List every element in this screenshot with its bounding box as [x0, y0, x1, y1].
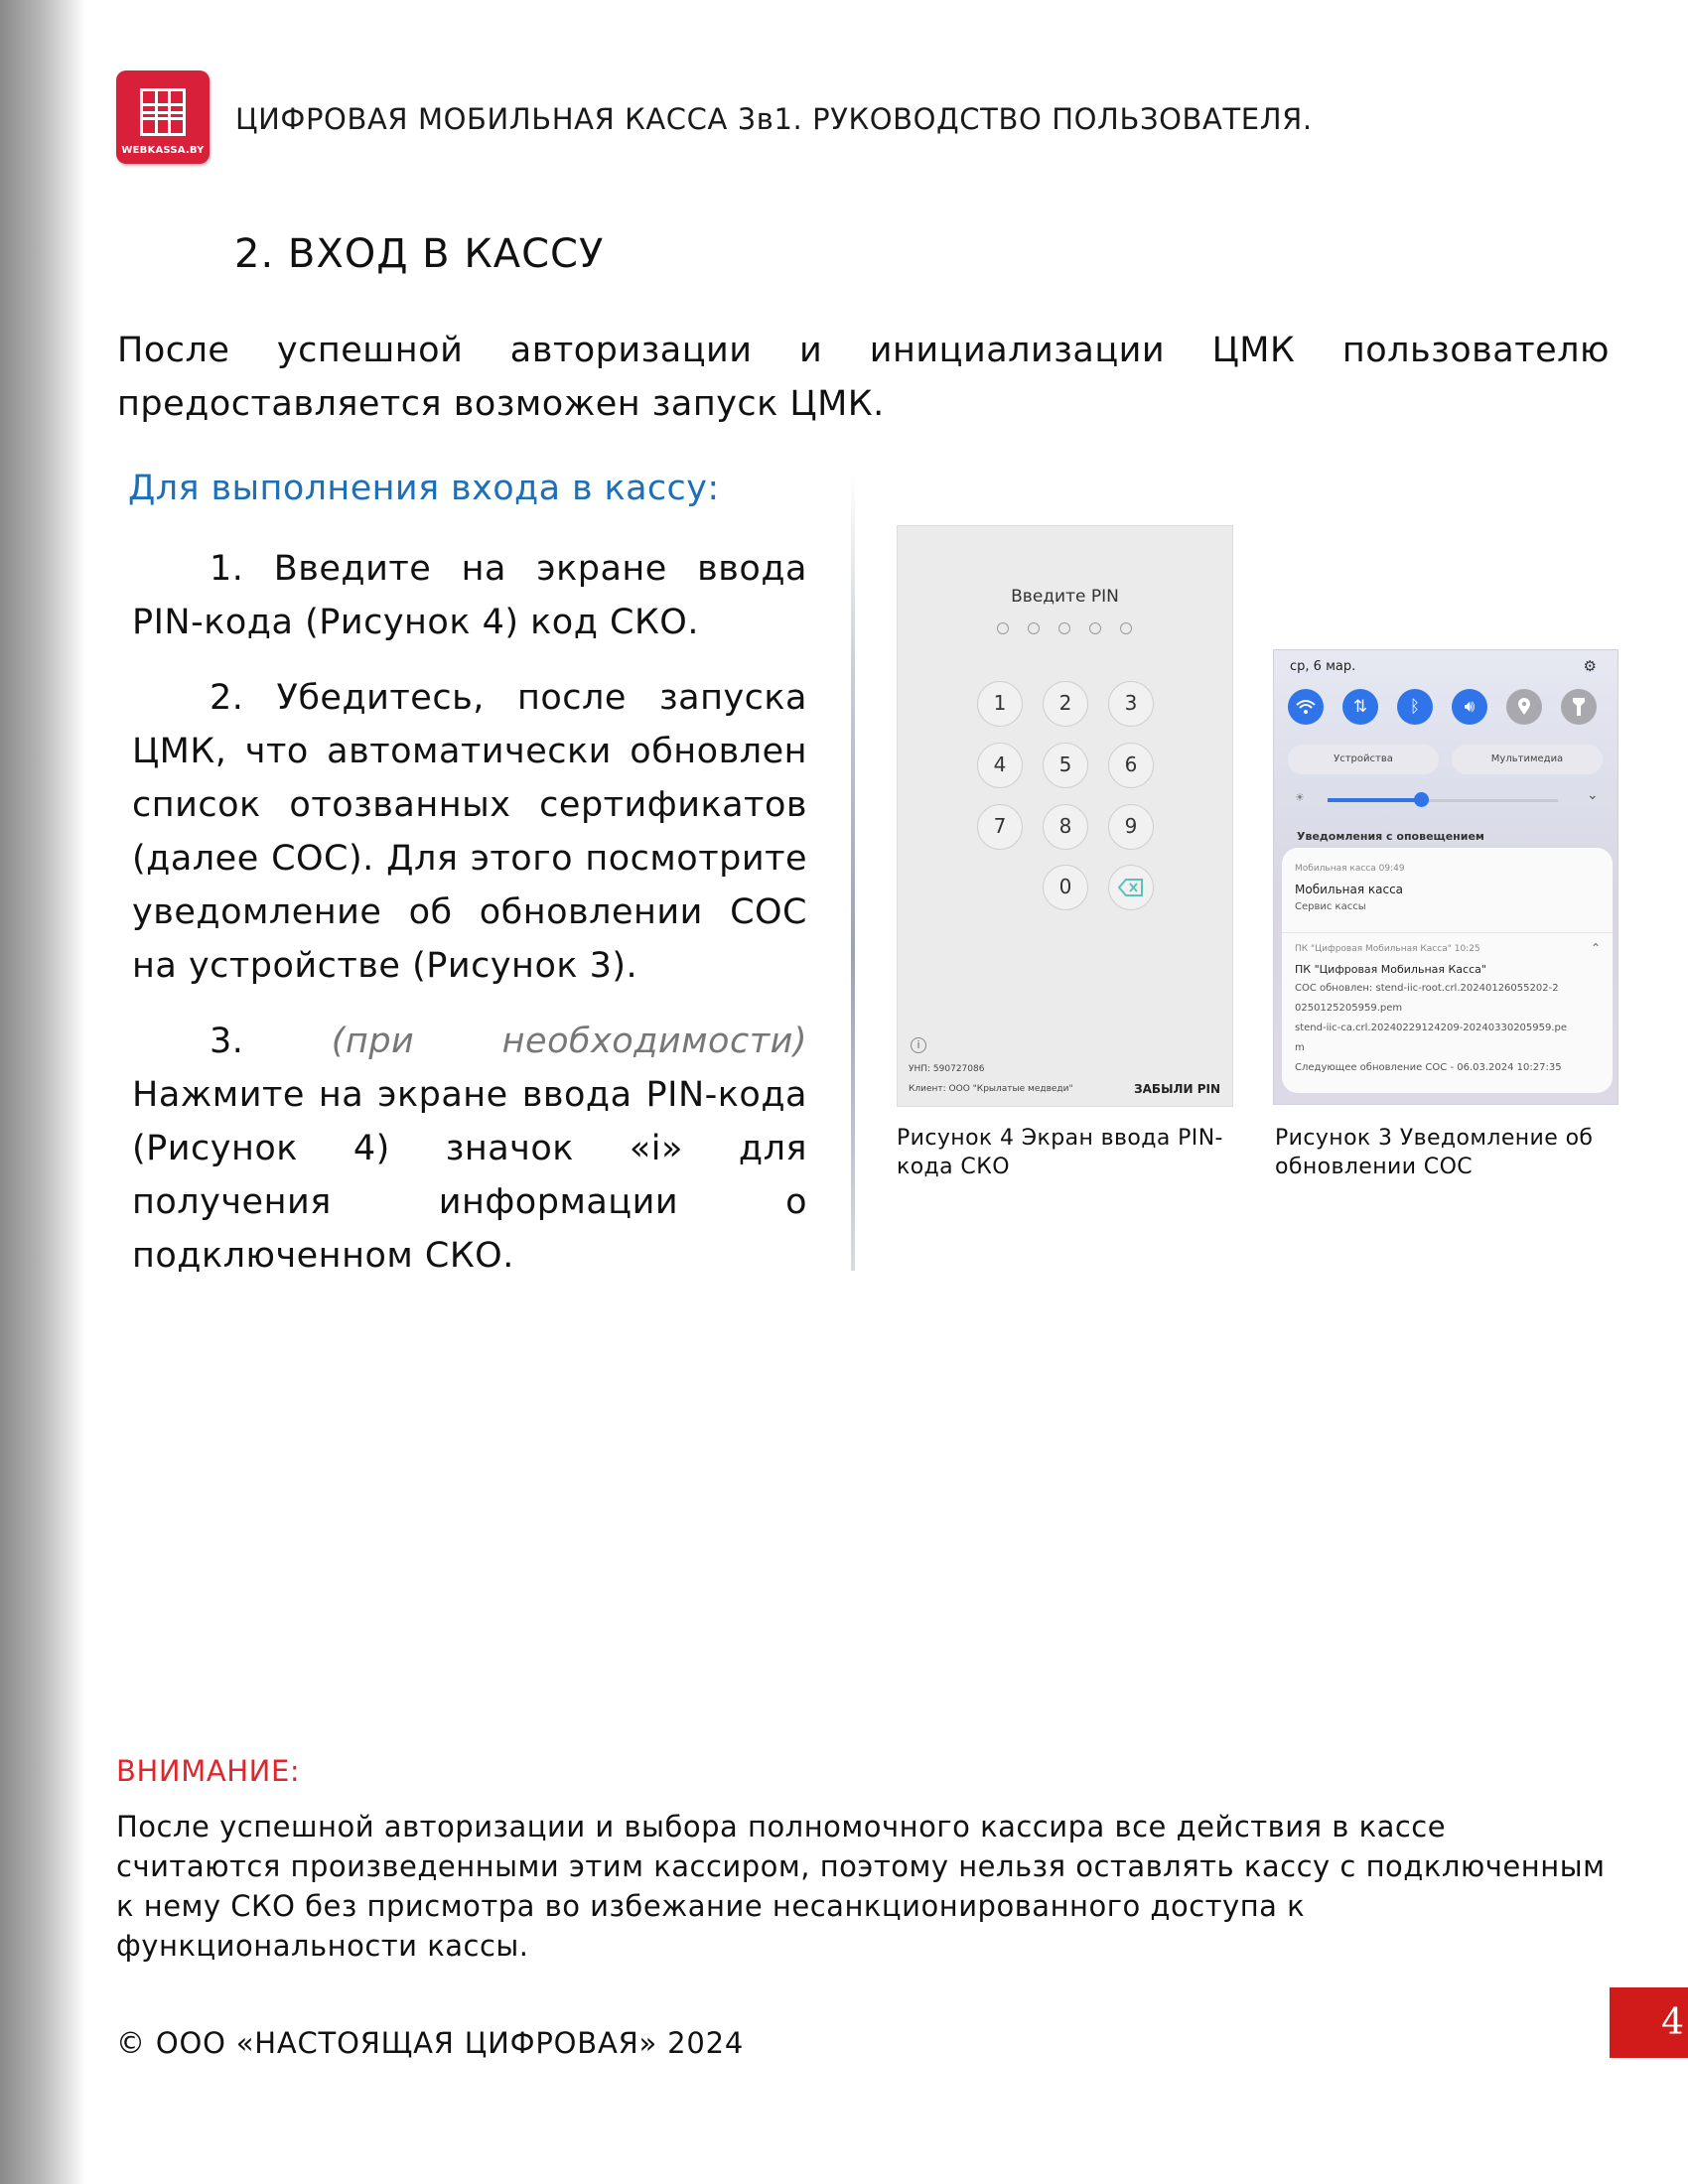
- notification-2-line: m: [1295, 1042, 1305, 1053]
- pin-title: Введите PIN: [1011, 587, 1119, 607]
- brightness-icon: ☀: [1295, 791, 1305, 804]
- step-3-text: Нажмите на экране ввода PIN-кода (Рисунок 4) значок «i» для получения информации о подключенном СКО.: [132, 1075, 807, 1276]
- intro-line-1: После успешной авторизации и инициализации ЦМК пользователю: [117, 331, 1610, 370]
- section-title: 2. ВХОД В КАССУ: [234, 231, 605, 277]
- steps-list: [132, 542, 807, 1304]
- key-4[interactable]: 4: [977, 743, 1023, 788]
- key-3[interactable]: 3: [1108, 681, 1154, 727]
- step-3: [132, 1015, 807, 1283]
- unp-text: УНП: 590727086: [909, 1064, 985, 1074]
- pin-entry-screenshot: [897, 525, 1233, 1107]
- pin-dot: [1028, 622, 1040, 634]
- step-2: 2. Убедитесь, после запуска ЦМК, что автоматически обновлен список отозванных сертификатов (далее СОС). Для этого посмотрите уведомление об обновлении СОС на устройстве (Рисунок 3).: [132, 678, 807, 986]
- key-9[interactable]: 9: [1108, 804, 1154, 850]
- notification-1-subtitle: Сервис кассы: [1295, 901, 1366, 912]
- notification-1-title: Мобильная касса: [1295, 883, 1404, 896]
- chevron-up-icon[interactable]: ⌃: [1591, 941, 1602, 955]
- location-icon[interactable]: [1506, 689, 1542, 725]
- page-edge-shadow: [0, 0, 85, 2184]
- steps-heading: Для выполнения входа в кассу:: [128, 469, 720, 508]
- key-2[interactable]: 2: [1043, 681, 1088, 727]
- notifications-header: Уведомления с оповещением: [1297, 830, 1484, 843]
- backspace-icon[interactable]: [1108, 865, 1154, 910]
- devices-button[interactable]: Устройства: [1288, 745, 1439, 774]
- copyright: © ООО «НАСТОЯЩАЯ ЦИФРОВАЯ» 2024: [116, 2026, 745, 2060]
- data-transfer-icon[interactable]: ⇅: [1342, 689, 1378, 725]
- flashlight-icon[interactable]: [1561, 689, 1597, 725]
- wifi-icon[interactable]: [1288, 689, 1324, 725]
- chevron-down-icon[interactable]: ⌄: [1587, 787, 1599, 803]
- key-7[interactable]: 7: [977, 804, 1023, 850]
- status-date: ср, 6 мар.: [1290, 659, 1356, 674]
- document-header-title: ЦИФРОВАЯ МОБИЛЬНАЯ КАССА 3в1. РУКОВОДСТВО ПОЛЬЗОВАТЕЛЯ.: [235, 102, 1313, 136]
- notification-screenshot: [1273, 649, 1618, 1105]
- forgot-pin-button[interactable]: ЗАБЫЛИ PIN: [1134, 1082, 1220, 1096]
- cash-register-grid-icon: [140, 88, 186, 136]
- intro-paragraph: [117, 324, 1610, 431]
- key-8[interactable]: 8: [1043, 804, 1088, 850]
- webkassa-logo: [116, 70, 210, 164]
- brightness-fill: [1328, 798, 1421, 802]
- step-3-note: (при необходимости): [331, 1022, 807, 1061]
- pin-dot: [1120, 622, 1132, 634]
- intro-line-2: предоставляется возможен запуск ЦМК.: [117, 384, 885, 424]
- step-3-number: 3.: [210, 1022, 244, 1061]
- key-6[interactable]: 6: [1108, 743, 1154, 788]
- bluetooth-icon[interactable]: ᛒ: [1397, 689, 1433, 725]
- figure-3-caption: Рисунок 3 Уведомление об обновлении СОС: [1275, 1126, 1594, 1179]
- pin-dot: [1089, 622, 1101, 634]
- notification-2-app: ПК "Цифровая Мобильная Касса" 10:25: [1295, 944, 1480, 954]
- key-5[interactable]: 5: [1043, 743, 1088, 788]
- notification-1-app: Мобильная касса 09:49: [1295, 864, 1405, 874]
- gear-icon[interactable]: ⚙: [1583, 657, 1597, 675]
- notification-2-line: 0250125205959.pem: [1295, 1003, 1403, 1014]
- info-icon[interactable]: i: [911, 1037, 926, 1053]
- brightness-knob[interactable]: [1414, 792, 1429, 807]
- client-text: Клиент: ООО "Крылатые медведи": [909, 1084, 1073, 1094]
- attention-text: После успешной авторизации и выбора полномочного кассира все действия в кассе считаются произведенными этим кассиром, поэтому нельзя оставлять кассу с подключенным к нему СКО без присмотра во избежание несанкционированного доступа к функциональности кассы.: [116, 1810, 1606, 1963]
- notification-2-line: Следующее обновление СОС - 06.03.2024 10:27:35: [1295, 1062, 1562, 1073]
- pin-dot: [1058, 622, 1070, 634]
- logo-text: WEBKASSA.BY: [121, 145, 205, 156]
- figure-4-caption: Рисунок 4 Экран ввода PIN-кода СКО: [897, 1126, 1223, 1179]
- key-1[interactable]: 1: [977, 681, 1023, 727]
- page-number: 4: [1610, 1987, 1688, 2058]
- notification-2-title: ПК "Цифровая Мобильная Касса": [1295, 963, 1486, 976]
- key-0[interactable]: 0: [1043, 865, 1088, 910]
- notification-2-line: СОС обновлен: stend-iic-root.crl.20240126055202-2: [1295, 983, 1559, 994]
- attention-title: ВНИМАНИЕ:: [116, 1754, 301, 1788]
- notification-2-line: stend-iic-ca.crl.20240229124209-20240330205959.pe: [1295, 1023, 1568, 1033]
- column-divider: [851, 475, 855, 1271]
- sound-icon[interactable]: 🔊︎: [1452, 689, 1487, 725]
- step-1: 1. Введите на экране ввода PIN-кода (Рисунок 4) код СКО.: [132, 549, 807, 642]
- notification-separator: [1282, 932, 1613, 933]
- pin-dot: [997, 622, 1009, 634]
- media-button[interactable]: Мультимедиа: [1452, 745, 1603, 774]
